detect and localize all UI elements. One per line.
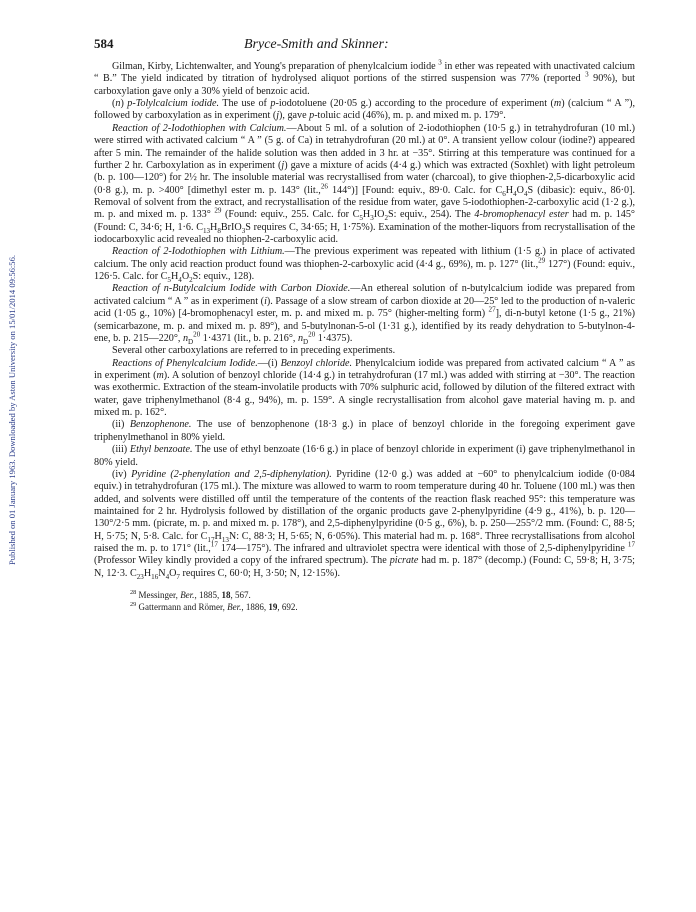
text-run: The use of [218,98,271,110]
text-run: S: equiv., 128). [192,271,255,283]
text-run: (iii) [112,444,130,456]
journal-page [94,38,635,613]
download-watermark [4,140,20,680]
text-run: 174—175°). The infrared and ultraviolet spectra were identical with those of 2,5-diphenylpyridine [217,543,628,555]
paragraph-p4 [94,246,635,283]
text-run: 13 [202,226,211,235]
text-run: O [516,184,524,196]
text-run: Ethyl benzoate. [129,444,193,456]
page-header [94,38,635,54]
text-run: Reaction of 2-Iodothiophen with Lithium. [112,246,285,258]
text-run: Benzoyl chloride. [280,357,353,369]
text-run: Gilman, Kirby, Lichtenwalter, and Young's preparation of phenylcalcium iodide [112,61,439,72]
text-run: Pyridine (2-phenylation and 2,5-diphenylation). [131,468,332,480]
text-run: 3 [370,214,374,223]
text-run: n [182,332,189,344]
text-run: 20 [193,330,201,339]
text-run: 28 [130,589,137,597]
text-run: 4 [165,572,170,581]
text-run: ) gave a mixture of acids (4·4 g.) which was extracted (Soxhlet) with light petroleum (b. p. 100—120°) for 2½ hr. The insoluble material was recrystallised from water (charcoal), to give thiophen-2,5-dicarboxylic acid (0·8 g.), m. p. >400° [dimethyl ester m. p. 143° (lit., [94,159,635,196]
text-run: —The previous experiment was repeated with lithium (1·5 g.) in place of activated calcium. The only acid reaction product found was thiophen-2-carboxylic acid (4·4 g., 69%), m. p. 127° (lit., [94,246,635,270]
text-run: 27 [488,305,496,314]
text-run: O [181,271,190,283]
text-run: , 692. [277,601,298,612]
text-run: —An ethereal solution of n-butylcalcium iodide was prepared from activated calcium “ A ” as in experiment ( [94,283,635,307]
text-run: m [553,98,562,110]
text-run: 29 [130,600,137,608]
footnote-fn28 [94,590,635,602]
text-run: Gattermann and Römer, [136,601,228,612]
text-run: 29 [538,256,546,265]
text-run: Reaction of 2-Iodothiophen with Calcium. [112,122,287,134]
text-run: S requires C, 34·65; H, 1·75%). Examination of the mother-liquors from recrystallisation of the iodocarboxylic acid revealed no thiophen-2-carboxylic acid. [94,221,635,246]
text-run: —(i) [257,357,281,369]
text-run: 127°) (Found: equiv., 126·5. Calc. for C [94,258,635,283]
paragraph-p7 [94,358,635,420]
text-run: 26 [320,182,328,191]
text-run: in ether was repeated with unactivated calcium “ B.” The yield indicated by titration of hydrolysed aliquot portions of the stirred suspension was 77% (reported [94,61,635,85]
text-run: D [303,337,309,346]
text-run: ) (calcium “ A ”), followed by carboxylation as in experiment ( [94,98,635,122]
text-run: H [170,271,179,283]
text-run: had m. p. 145° (Found: C, 34·6; H, 1·6. C [94,209,635,233]
text-run: 23 [136,572,144,581]
text-run: Benzophenone. [129,419,192,431]
text-run: H [362,209,371,221]
text-run: 16 [151,572,159,581]
text-run: BrIO [220,221,242,233]
text-run: had m. p. 187° (decomp.) (Found: C, 59·8; H, 3·75; N, 12·3. C [94,555,635,579]
text-run: 4 [178,276,182,285]
text-run: H [214,530,222,542]
text-run: ). Passage of a slow stream of carbon dioxide at 20—25° led to the production of n-valeric acid (1·05 g., 10%) [4-bromophenacyl ester, m. p. and mixed m. p. 75° (higher-melting form) [94,295,635,320]
text-run: The use of benzophenone (18·3 g.) in place of benzoyl chloride in the foregoing experiment gave triphenylmethanol in 80% yield. [94,419,635,443]
text-run: 90%), but carboxylation gave only a 30% yield of benzoic acid. [94,73,635,97]
text-run: 17 [210,540,218,549]
text-run: p [270,98,276,110]
text-run: ) [120,98,128,110]
text-run: 144°)] [Found: equiv., 89·0. Calc. for C [327,184,503,196]
text-run: Reaction of n-Butylcalcium Iodide with Carbon Dioxide. [112,283,351,295]
text-run: -iodotoluene (20·05 g.) according to the procedure of experiment ( [275,98,554,110]
paragraph-p6 [94,345,635,357]
text-run: 4-bromophenacyl ester [474,209,569,221]
paragraph-p2 [94,98,635,123]
text-run: 5 [167,276,171,285]
text-run: 3 [585,70,589,79]
text-run: N: C, 88·3; H, 5·65; N, 6·05%). This material had m. p. 168°. Three recrystallisations from alcohol raised the m. p. to 171° (lit., [94,530,635,555]
running-title: Bryce-Smith and Skinner: [244,37,389,52]
text-run: Messinger, [136,590,181,601]
text-run: requires C, 60·0; H, 3·50; N, 12·15%). [179,567,340,579]
paragraph-p5 [94,283,635,345]
text-run: 18 [221,590,231,601]
text-run: (Found: equiv., 255. Calc. for C [221,209,360,221]
text-run: picrate [389,555,419,567]
text-run: 17 [627,540,635,549]
text-run: 29 [214,206,222,215]
text-run: ). A solution of benzoyl chloride (14·4 g.) in tetrahydrofuran (17 ml.) was added with stirring at −30°. The reaction was exothermic. Extraction of the steam-involatile products with 70% sulphuric acid, followed by dilution of the filtered extract with water, gave triphenylmethanol (8·4 g., 94%), m. p. 159°. A single recrystallisation from alcohol gave material having m. p. and mixed m. p. 162°. [94,369,635,419]
text-run: S: equiv., 254). The [388,209,475,221]
paragraph-p3 [94,123,635,247]
text-run: 1·4375). [315,332,353,344]
text-run: p-Tolylcalcium iodide. [127,98,219,110]
text-run: O [169,567,177,579]
text-run: H [210,221,218,233]
text-run: Ber. [227,601,242,612]
text-run: —About 5 ml. of a solution of 2-iodothiophen (10·5 g.) in tetrahydrofuran (10 ml.) were stirred with activated calcium “ A ” (5 g. of Ca) in tetrahydrofuran (20 ml.) at 0°. A transient yellow colour (iodine?) appeared after 5 min. The remainder of the halide solution was then added in 3 hr. at −35°. Stirring at this temperature was continued for a further 2 hr. Carboxylation as in experiment ( [94,122,635,171]
text-run: Pyridine (12·0 g.) was added at −60° to phenylcalcium iodide (0·084 equiv.) in tetrahydrofuran (175 ml.). The mixture was allowed to warm to room temperature during 40 hr. Toluene (100 ml.) was then added, and solvents were distilled off until the temperature of the contents of the reaction flask reached 95°: this temperature was maintained for 2 hr. Hydrolysis followed by distillation of the organic products gave 2-phenylpyridine (4·9 g., 41%), b. p. 120—130°/2·5 mm. (picrate, m. p. and mixed m. p. 178°), and 2,5-diphenylpyridine (0·5 g., 6%), b. p. 250—255°/2 mm. (Found: C, 88·5; H, 5·75; N, 5·8. Calc. for C [94,468,635,542]
text-run: (ii) [112,419,130,431]
text-run: 4 [523,189,528,198]
text-run: Several other carboxylations are referred to in preceding experiments. [112,345,396,357]
text-run: i [264,295,267,307]
paragraph-p10 [94,469,635,580]
download-watermark-text: Published on 01 January 1963. Downloaded by Aston University on 15/01/2014 09:56:56. [7,254,18,566]
text-run: , 1886, [241,601,269,612]
text-run: 7 [176,572,180,581]
text-run: ), gave [279,110,310,122]
text-run: 13 [221,535,229,544]
text-run: 19 [268,601,278,612]
text-run: Phenylcalcium iodide was prepared from activated calcium “ A ” as in experiment ( [94,357,635,381]
text-run: j [281,159,285,171]
text-run: 3 [241,226,246,235]
text-run: S (dibasic): equiv., 86·0]. Removal of solvent from the extract, and recrystallisation of the residue from water, gave 5-iodothiophen-2-carboxylic acid (1·2 g.), m. p. and mixed m. p. 133° [94,184,635,221]
text-run: N [158,567,166,579]
text-run: H [143,567,152,579]
text-run: Reactions of Phenylcalcium Iodide. [112,357,258,369]
text-run: , 567. [230,590,251,601]
text-run: j [276,110,280,122]
text-run: p [309,110,315,122]
text-run: 20 [308,330,316,339]
text-run: ( [112,98,116,110]
text-run: H [505,184,514,196]
text-run: 3 [438,58,442,67]
body-text [94,58,636,581]
paragraph-p8 [94,419,635,444]
text-run: 8 [217,226,221,235]
text-run: The use of ethyl benzoate (16·6 g.) in place of benzoyl chloride in experiment (i) gave triphenylmethanol in 80% yield. [94,444,636,468]
text-run: (Professor Wiley kindly provided a copy of the infrared spectrum). The [94,555,390,567]
footnotes [94,590,635,613]
page-number: 584 [94,36,114,51]
text-run: 17 [207,535,215,544]
text-run: n [297,332,304,344]
paragraph-p9 [94,444,635,469]
text-run: D [188,337,194,346]
text-run: IO [373,209,385,221]
text-run: n [115,98,121,110]
text-run: m [156,369,164,381]
text-run: 1·4371 (lit., b. p. 216°, [200,332,298,344]
text-run: 5 [359,214,363,223]
text-run: 2 [189,276,193,285]
text-run: ], di-n-butyl ketone (1·5 g., 21%) (semicarbazone, m. p. and mixed m. p. 89°), and 5-butylnonan-5-ol (1·31 g.), identified by its ready dehydration to 5-butylnon-4-ene, b. p. 215—220°, [94,308,636,344]
text-run: Ber. [180,590,195,601]
text-run: , 1885, [194,590,222,601]
text-run: -toluic acid (46%), m. p. and mixed m. p. 179°. [314,110,506,122]
text-run: 6 [502,189,506,198]
text-run: 2 [384,214,389,223]
text-run: (iv) [112,468,132,480]
text-run: 4 [513,189,517,198]
paragraph-p1 [94,58,635,98]
footnote-fn29 [94,602,635,614]
